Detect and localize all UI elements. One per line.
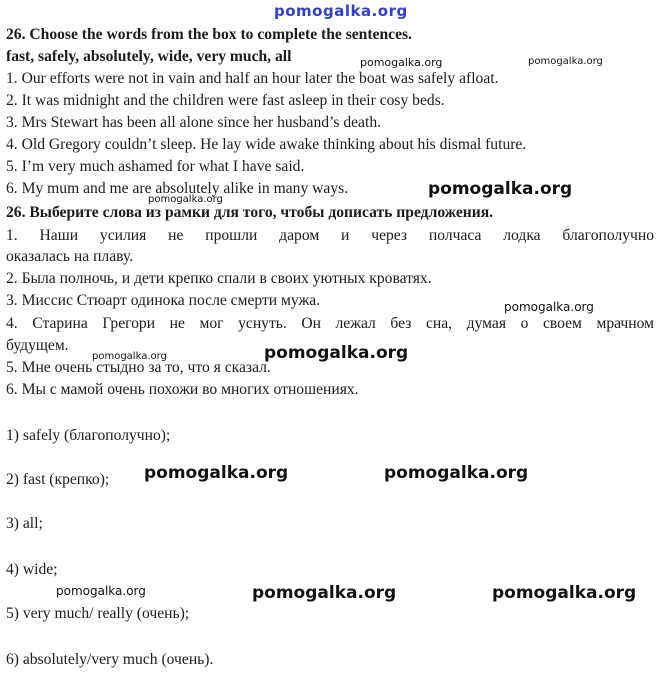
watermark-top: pomogalka.org <box>274 2 408 20</box>
watermark: pomogalka.org <box>360 56 443 69</box>
sentence-en-2: 2. It was midnight and the children were fast asleep in their cosy beds. <box>6 92 445 109</box>
sentence-en-6: 6. My mum and me are absolutely alike in many ways. <box>6 180 349 197</box>
watermark: pomogalka.org <box>148 194 223 205</box>
watermark: pomogalka.org <box>504 300 594 314</box>
answer-2: 2) fast (крепко); <box>6 471 110 488</box>
sentence-ru-1a: 1. Наши усилия не прошли даром и через полчаса лодка благополучно <box>6 227 654 244</box>
sentence-ru-4b: будущем. <box>6 337 69 354</box>
answer-1: 1) safely (благополучно); <box>6 427 171 444</box>
sentence-en-3: 3. Mrs Stewart has been all alone since her husband’s death. <box>6 114 382 131</box>
watermark: pomogalka.org <box>92 351 167 362</box>
answer-3: 3) all; <box>6 515 43 532</box>
sentence-ru-4a: 4. Старина Грегори не мог уснуть. Он лежал без сна, думая о своем мрачном <box>6 315 654 332</box>
answer-6: 6) absolutely/very much (очень). <box>6 651 214 668</box>
answer-5: 5) very much/ really (очень); <box>6 605 190 622</box>
sentence-en-1: 1. Our efforts were not in vain and half an hour later the boat was safely afloat. <box>6 70 499 87</box>
exercise-heading-ru: 26. Выберите слова из рамки для того, чтобы дописать предложения. <box>6 204 494 221</box>
answer-4: 4) wide; <box>6 561 58 578</box>
sentence-ru-1b: оказалась на плаву. <box>6 248 134 265</box>
sentence-ru-2: 2. Была полночь, и дети крепко спали в своих уютных кроватях. <box>6 270 432 287</box>
watermark: pomogalka.org <box>492 583 637 603</box>
watermark: pomogalka.org <box>56 584 146 598</box>
watermark: pomogalka.org <box>528 56 603 67</box>
box-words: fast, safely, absolutely, wide, very much, all <box>6 48 292 65</box>
sentence-ru-5: 5. Мне очень стыдно за то, что я сказал. <box>6 359 271 376</box>
watermark: pomogalka.org <box>252 583 397 603</box>
sentence-en-4: 4. Old Gregory couldn’t sleep. He lay wide awake thinking about his dismal future. <box>6 136 527 153</box>
sentence-ru-6: 6. Мы с мамой очень похожи во многих отношениях. <box>6 381 359 398</box>
watermark: pomogalka.org <box>144 463 289 483</box>
sentence-en-5: 5. I’m very much ashamed for what I have said. <box>6 158 305 175</box>
watermark: pomogalka.org <box>428 179 573 199</box>
watermark: pomogalka.org <box>384 463 529 483</box>
sentence-ru-3: 3. Миссис Стюарт одинока после смерти мужа. <box>6 292 321 309</box>
watermark: pomogalka.org <box>264 343 409 363</box>
exercise-heading-en: 26. Choose the words from the box to complete the sentences. <box>6 26 412 43</box>
